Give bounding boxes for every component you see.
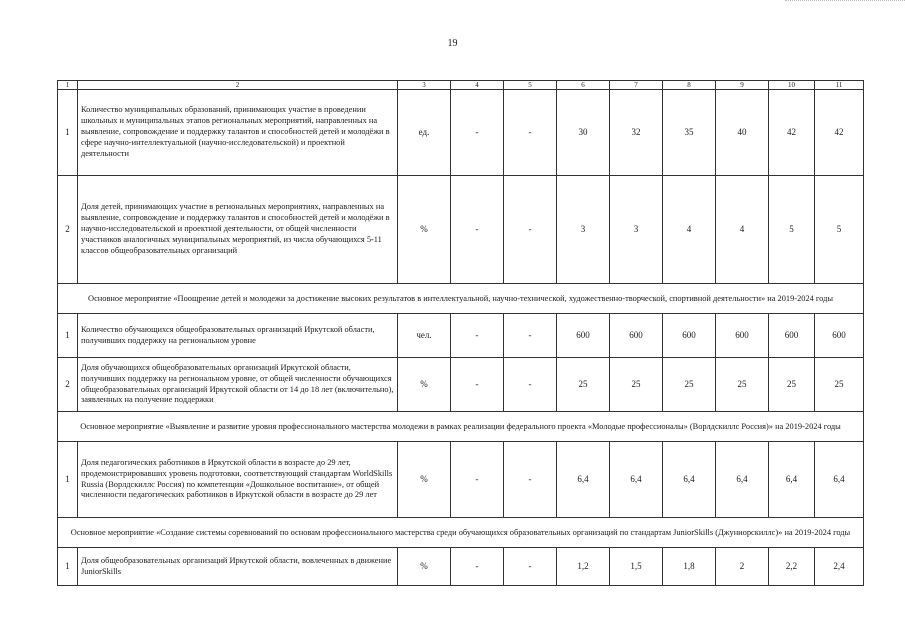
row-number: 1: [58, 314, 78, 358]
value-cell: 6,4: [610, 442, 663, 518]
value-cell: -: [504, 90, 557, 176]
value-cell: -: [451, 314, 504, 358]
table-row: [58, 314, 864, 358]
value-cell: 600: [610, 314, 663, 358]
value-cell: 1,5: [610, 548, 663, 586]
row-number: 1: [58, 442, 78, 518]
value-cell: 6,4: [663, 442, 716, 518]
value-cell: 2: [716, 548, 769, 586]
row-number: 1: [58, 90, 78, 176]
section-row: [58, 412, 864, 442]
column-number: 10: [769, 81, 815, 90]
unit-cell: ед.: [398, 90, 451, 176]
value-cell: 25: [716, 358, 769, 412]
table-row: [58, 442, 864, 518]
section-row: [58, 284, 864, 314]
indicator-description: Доля детей, принимающих участие в региональных мероприятиях, направленных на выявление, сопровождение и поддержку талантов и способностей детей и молодёжи в научно-исследовательской и проектной деятельности, от общей численности участников аналогичных муниципальных мероприятий, из числа обучающихся 5-11 классов общеобразовательных организаций: [78, 176, 398, 284]
value-cell: 600: [716, 314, 769, 358]
value-cell: -: [451, 90, 504, 176]
value-cell: -: [504, 358, 557, 412]
column-number: 8: [663, 81, 716, 90]
value-cell: 6,4: [769, 442, 815, 518]
unit-cell: %: [398, 358, 451, 412]
value-cell: 600: [815, 314, 864, 358]
column-number: 9: [716, 81, 769, 90]
row-number: 1: [58, 548, 78, 586]
value-cell: 600: [557, 314, 610, 358]
column-number: 4: [451, 81, 504, 90]
row-number: 2: [58, 176, 78, 284]
column-number: 7: [610, 81, 663, 90]
value-cell: -: [451, 358, 504, 412]
value-cell: 6,4: [815, 442, 864, 518]
table-row: [58, 548, 864, 586]
value-cell: 3: [610, 176, 663, 284]
unit-cell: %: [398, 548, 451, 586]
value-cell: -: [504, 442, 557, 518]
column-number: 11: [815, 81, 864, 90]
value-cell: -: [451, 176, 504, 284]
column-number: 5: [504, 81, 557, 90]
value-cell: 25: [610, 358, 663, 412]
unit-cell: %: [398, 176, 451, 284]
value-cell: 1,2: [557, 548, 610, 586]
column-number: 3: [398, 81, 451, 90]
value-cell: 25: [663, 358, 716, 412]
value-cell: 35: [663, 90, 716, 176]
value-cell: 6,4: [557, 442, 610, 518]
value-cell: 4: [663, 176, 716, 284]
scan-artifact: [785, 0, 905, 7]
indicators-table: [57, 80, 864, 586]
table-row: [58, 358, 864, 412]
column-number-row: [58, 81, 864, 90]
indicator-description: Доля обучающихся общеобразовательных организаций Иркутской области, получивших поддержку на региональном уровне, от общей численности обучающихся общеобразовательных организаций Иркутской области от 14 до 18 лет (включительно), заявленных на получение поддержки: [78, 358, 398, 412]
value-cell: 5: [815, 176, 864, 284]
value-cell: -: [451, 548, 504, 586]
value-cell: -: [451, 442, 504, 518]
indicator-description: Количество муниципальных образований, принимающих участие в проведении школьных и муниципальных этапов региональных мероприятий, направленных на выявление, сопровождение и поддержку талантов и способностей детей и молодёжи в сфере научно-интеллектуальной (научно-исследовательской) и проектной деятельности: [78, 90, 398, 176]
value-cell: 30: [557, 90, 610, 176]
value-cell: -: [504, 314, 557, 358]
value-cell: 2,2: [769, 548, 815, 586]
section-title: Основное мероприятие «Поощрение детей и молодежи за достижение высоких результатов в интеллектуальной, научно-технической, художественно-творческой, спортивной деятельности» на 2019-2024 годы: [58, 284, 864, 314]
column-number: 6: [557, 81, 610, 90]
value-cell: 25: [815, 358, 864, 412]
row-number: 2: [58, 358, 78, 412]
value-cell: 5: [769, 176, 815, 284]
value-cell: 600: [769, 314, 815, 358]
value-cell: 25: [557, 358, 610, 412]
value-cell: 42: [769, 90, 815, 176]
value-cell: -: [504, 548, 557, 586]
table-row: [58, 176, 864, 284]
table-row: [58, 90, 864, 176]
value-cell: 32: [610, 90, 663, 176]
unit-cell: %: [398, 442, 451, 518]
page-number: 19: [447, 38, 458, 49]
value-cell: 6,4: [716, 442, 769, 518]
value-cell: 25: [769, 358, 815, 412]
indicator-description: Количество обучающихся общеобразовательных организаций Иркутской области, получивших поддержку на региональном уровне: [78, 314, 398, 358]
value-cell: 600: [663, 314, 716, 358]
unit-cell: чел.: [398, 314, 451, 358]
value-cell: 42: [815, 90, 864, 176]
section-title: Основное мероприятие «Создание системы соревнований по основам профессионального мастерства среди обучающихся образовательных организаций по стандартам JuniorSkills (Джуниорскиллс)» на 2019-2024 годы: [58, 518, 864, 548]
section-row: [58, 518, 864, 548]
value-cell: 40: [716, 90, 769, 176]
value-cell: 1,8: [663, 548, 716, 586]
column-number: 1: [58, 81, 78, 90]
indicator-description: Доля общеобразовательных организаций Иркутской области, вовлеченных в движение JuniorSkills: [78, 548, 398, 586]
section-title: Основное мероприятие «Выявление и развитие уровня профессионального мастерства молодежи в рамках реализации федерального проекта «Молодые профессионалы» (Ворлдскиллс Россия)» на 2019-2024 годы: [58, 412, 864, 442]
indicator-description: Доля педагогических работников в Иркутской области в возрасте до 29 лет, продемонстрировавших уровень подготовки, соответствующий стандартам WorldSkills Russia (Ворлдскиллс Россия) по компетенции «Дошкольное воспитание», от общей численности педагогических работников в Иркутской области в возрасте до 29 лет: [78, 442, 398, 518]
value-cell: 2,4: [815, 548, 864, 586]
value-cell: 3: [557, 176, 610, 284]
column-number: 2: [78, 81, 398, 90]
value-cell: -: [504, 176, 557, 284]
value-cell: 4: [716, 176, 769, 284]
